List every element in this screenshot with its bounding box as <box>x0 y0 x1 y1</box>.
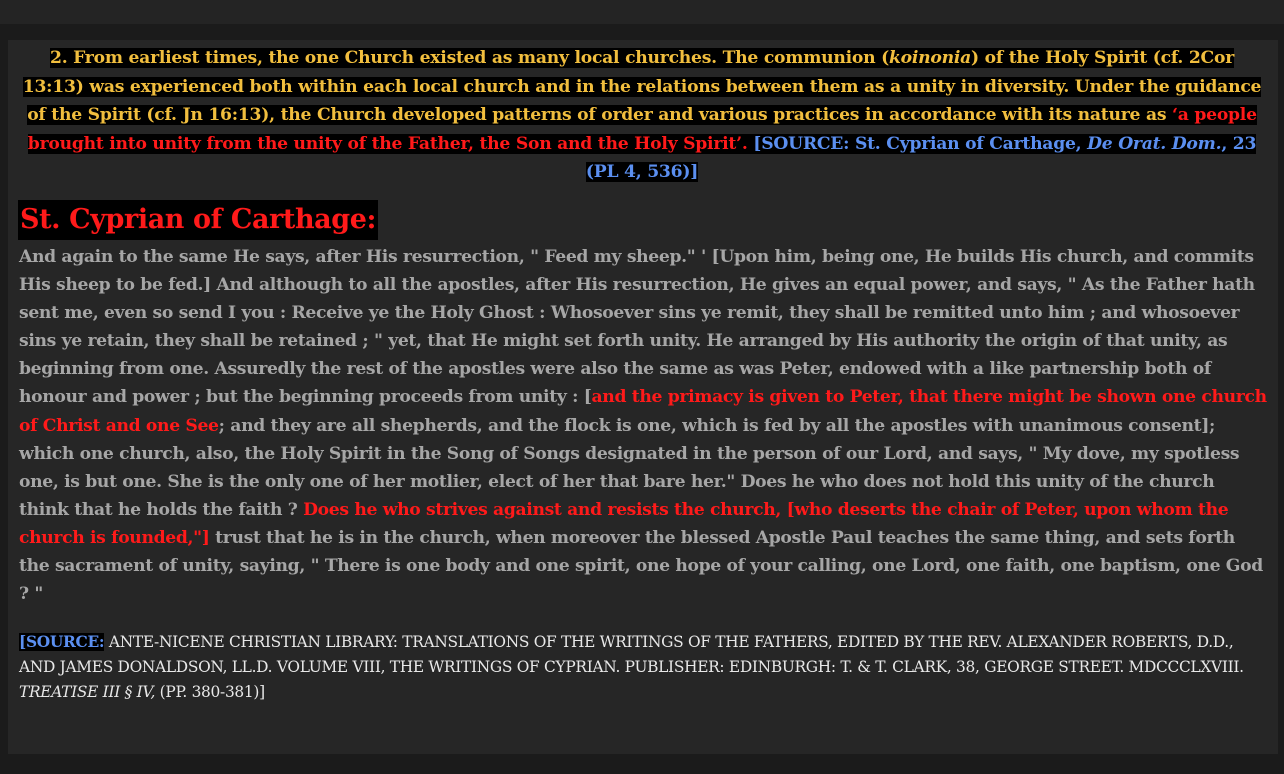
top-band <box>0 0 1284 24</box>
excerpt-text-1: And again to the same He says, after His resurrection, " Feed my sheep." ' [Upon him, being one, He builds His church, and commits His sheep to be fed.] And although to all the apostles, after His resurrection, He gives an equal power, and says, " As the Father hath sent me, even so send I you : Receive ye the Holy Ghost : Whosoever sins ye remit, they shall be remitted unto him ; and whosoever sins ye retain, they shall be retained ; " yet, that He might set forth unity. He arranged by His authority the origin of that unity, as beginning from one. Assuredly the rest of the apostles were also the same as was Peter, endowed with a like partnership both of honour and power ; but the beginning proceeds from unity : [ <box>19 247 1255 408</box>
source-treatise: TREATISE III § IV, <box>19 682 156 701</box>
quote-source-open: [SOURCE: St. Cyprian of Carthage, <box>747 133 1088 154</box>
quote-source-title: De Orat. Dom. <box>1087 133 1222 154</box>
source-pages: (PP. 380-381)] <box>155 682 265 701</box>
excerpt-red-2: Does he who strives against and resists the church, [who deserts the chair of Peter, upon whom the church is founded,"] <box>19 499 1229 548</box>
quote-source-close: , 23 (PL 4, 536)] <box>585 133 1257 183</box>
section-heading: St. Cyprian of Carthage: <box>18 200 378 240</box>
cyprian-excerpt <box>19 243 1269 608</box>
quote-text-2: ) of the Holy Spirit (cf. 2Cor 13:13) was experienced both within each local church and in the relations between them as a unity in diversity. Under the guidance of the Spirit (cf. Jn 16:13), the Church developed patterns of order and various practices in accordance with its nature as <box>22 48 1262 126</box>
quote-red-citation: ‘a people brought into unity from the unity of the Father, the Son and the Holy Spirit’. <box>27 105 1257 154</box>
excerpt-text-3: trust that he is in the church, when moreover the blessed Apostle Paul teaches the same thing, and sets forth the sacrament of unity, saying, " There is one body and one spirit, one hope of your calling, one Lord, one faith, one baptism, one God ? " <box>19 527 1263 605</box>
excerpt-red-1: and the primacy is given to Peter, that there might be shown one church of Christ and one See <box>19 387 1267 436</box>
source-label: [SOURCE: <box>19 633 105 651</box>
quote-highlight <box>23 48 1261 182</box>
quote-koinonia: koinonia <box>888 48 972 68</box>
council-quote <box>22 44 1262 187</box>
quote-text-1: 2. From earliest times, the one Church existed as many local churches. The communion ( <box>49 48 889 68</box>
excerpt-text-2: ; and they are all shepherds, and the flock is one, which is fed by all the apostles with unanimous consent]; which one church, also, the Holy Spirit in the Song of Songs designated in the person of our Lord, and says, " My dove, my spotless one, is but one. She is the only one of her motlier, elect of her that bare her." Does he who does not hold this unity of the church think that he holds the faith ? <box>19 415 1240 520</box>
source-citation <box>19 630 1269 704</box>
source-text: ANTE-NICENE CHRISTIAN LIBRARY: TRANSLATIONS OF THE WRITINGS OF THE FATHERS, EDITED BY THE REV. ALEXANDER ROBERTS, D.D., AND JAMES DONALDSON, LL.D. VOLUME VIII, THE WRITINGS OF CYPRIAN. PUBLISHER: EDINBURGH: T. & T. CLARK, 38, GEORGE STREET. MDCCCLXVIII. <box>19 633 1244 676</box>
